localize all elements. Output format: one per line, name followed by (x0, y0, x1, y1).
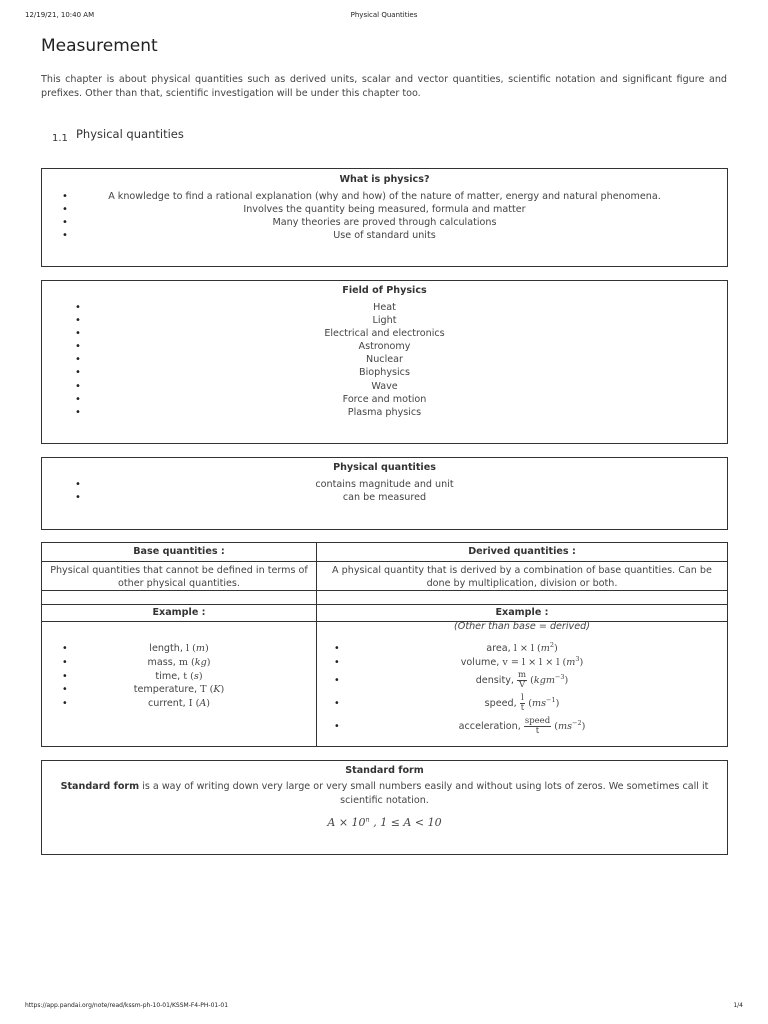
list-item: • Biophysics (42, 366, 727, 379)
footer-url: https://app.pandai.org/note/read/kssm-ph-10-01/KSSM-F4-PH-01-01 (25, 1002, 229, 1009)
example-formula: v = l × l × l (502, 657, 560, 668)
base-example-label: Example : (152, 607, 206, 618)
standard-form-text: is a way of writing down very large or very small numbers easily and without using lots of zeros. We sometimes call it scientific notation. (139, 781, 709, 806)
example-symbol: I (188, 698, 193, 709)
derived-example-speed: • speed, $\frac{l}{t}$ $(ms^{-1})$ (317, 692, 727, 715)
print-datetime: 12/19/21, 10:40 AM (25, 11, 95, 19)
example-unit: s (193, 671, 199, 682)
intro-paragraph: This chapter is about physical quantities such as derived units, scalar and vector quantities, scientific notation and significant figure and prefixes. Other than that, scientific investigation will be under this chapter too. (41, 74, 727, 99)
standard-form-box (41, 760, 728, 855)
standard-form-heading: Standard form (345, 765, 424, 776)
unit-exponent: −3 (554, 672, 565, 681)
standard-form-formula: $A \times 10^n$ , 1 ≤ A < 10 (327, 815, 442, 829)
base-example-temperature: • temperature, T (K) (42, 683, 316, 697)
physical-quantities-list (42, 478, 727, 504)
example-unit: kg (194, 657, 207, 668)
base-quantities-definition: Physical quantities that cannot be defined in terms of other physical quantities. (50, 565, 308, 589)
example-label: time, (155, 671, 184, 682)
speed-fraction: $\frac{l}{t}$ (520, 692, 525, 713)
list-item: • Many theories are proved through calculations (42, 216, 727, 229)
list-item: • A knowledge to find a rational explanation (why and how) of the nature of matter, energy and natural phenomena. (42, 190, 727, 203)
derived-examples-list (317, 642, 727, 738)
base-example-mass: • mass, m (kg) (42, 656, 316, 670)
example-label: current, (147, 698, 189, 709)
list-item: • Heat (42, 301, 727, 314)
section-title: Physical quantities (76, 127, 184, 141)
example-label: length, (149, 643, 186, 654)
example-label: area, (486, 643, 514, 654)
list-item: • Use of standard units (42, 229, 727, 242)
unit-exponent: 3 (575, 654, 580, 663)
list-item: • Electrical and electronics (42, 327, 727, 340)
example-unit: K (213, 684, 221, 695)
base-example-current: • current, I (A) (42, 697, 316, 711)
unit-exponent: −2 (572, 718, 582, 727)
derived-quantities-column (316, 543, 727, 746)
what-is-physics-list (42, 190, 727, 242)
example-label: mass, (147, 657, 179, 668)
example-label: acceleration, (458, 721, 524, 732)
example-label: temperature, (133, 684, 201, 695)
print-page-title: Physical Quantities (350, 11, 418, 19)
example-unit: A (199, 698, 207, 709)
example-symbol: t (183, 671, 188, 682)
unit-exponent: −1 (546, 695, 556, 704)
example-symbol: T (200, 684, 207, 695)
list-item: • contains magnitude and unit (42, 478, 727, 491)
list-item: • Plasma physics (42, 406, 727, 419)
derived-quantities-header: Derived quantities : (468, 546, 576, 557)
derived-example-volume: • volume, v = l × l × l $(m^3)$ (317, 656, 727, 670)
example-unit: m (566, 657, 576, 668)
example-unit: kgm (533, 675, 555, 686)
example-unit: m (540, 643, 550, 654)
derived-example-density: • density, $\frac{m}{V}$ (kgm$^{-3}$) (317, 670, 727, 692)
standard-form-term: Standard form (60, 781, 140, 792)
example-symbol: l (185, 643, 190, 654)
section-number: 1.1 (52, 133, 68, 144)
base-quantities-column (42, 543, 316, 746)
derived-note: (Other than base = derived) (454, 621, 590, 632)
field-of-physics-heading: Field of Physics (342, 285, 427, 296)
list-item: • Nuclear (42, 353, 727, 366)
field-of-physics-list (42, 301, 727, 419)
base-example-time: • time, t (s) (42, 670, 316, 683)
what-is-physics-heading: What is physics? (339, 174, 430, 185)
derived-quantities-definition: A physical quantity that is derived by a combination of base quantities. Can be done by multiplication, division or both. (332, 565, 712, 589)
physical-quantities-box (41, 457, 728, 530)
example-label: volume, (460, 657, 503, 668)
physical-quantities-heading: Physical quantities (333, 462, 436, 473)
derived-example-acceleration: • acceleration, $\frac{\text{speed}}{t}$ $(ms^{-2})$ (317, 715, 727, 738)
example-unit: ms (557, 721, 572, 732)
what-is-physics-box (41, 168, 728, 267)
density-fraction: $\frac{m}{V}$ (518, 669, 527, 690)
derived-example-area: • area, l × l $(m^2)$ (317, 642, 727, 656)
list-item: • Wave (42, 380, 727, 393)
example-unit: ms (531, 698, 546, 709)
acceleration-fraction: $\frac{\text{speed}}{t}$ (524, 715, 551, 736)
footer-page-number: 1/4 (733, 1002, 743, 1009)
example-label: speed, (484, 698, 520, 709)
base-quantities-header: Base quantities : (133, 546, 225, 557)
page-title: Measurement (41, 36, 158, 56)
field-of-physics-box (41, 280, 728, 444)
quantities-table (41, 542, 728, 747)
list-item: • can be measured (42, 491, 727, 504)
example-unit: m (195, 643, 205, 654)
unit-exponent: 2 (549, 640, 555, 649)
standard-form-description (42, 780, 727, 808)
list-item: • Astronomy (42, 340, 727, 353)
base-examples-list (42, 642, 316, 711)
example-label: density, (475, 675, 517, 686)
list-item: • Involves the quantity being measured, formula and matter (42, 203, 727, 216)
list-item: • Force and motion (42, 393, 727, 406)
base-example-length: • length, l (m) (42, 642, 316, 656)
list-item: • Light (42, 314, 727, 327)
example-formula: l × l (513, 643, 534, 654)
derived-example-label: Example : (495, 607, 549, 618)
example-symbol: m (178, 657, 188, 668)
